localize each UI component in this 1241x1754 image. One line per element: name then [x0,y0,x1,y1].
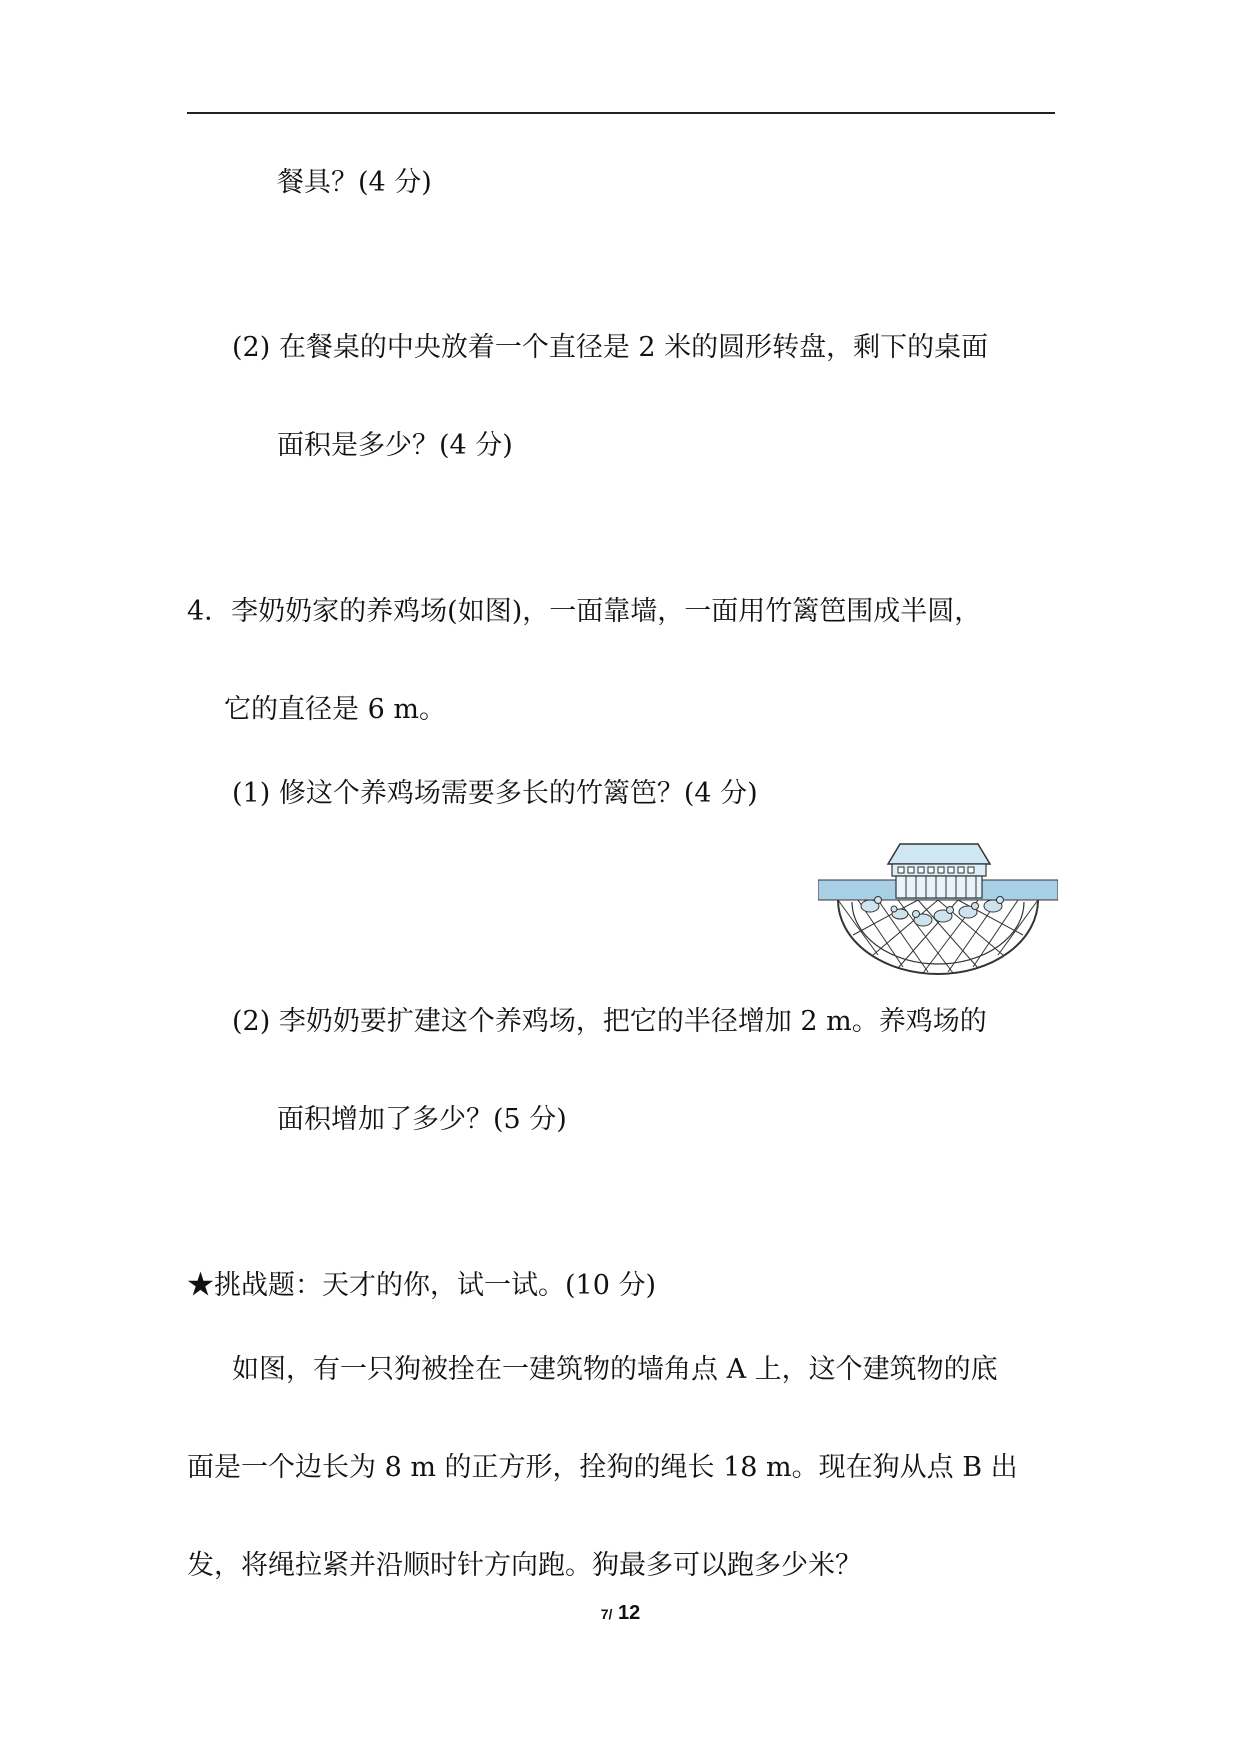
page-current: 7/ [600,1606,613,1622]
text-line-3: 面积是多少？(4 分) [277,430,513,461]
text-line-8: 面积增加了多少？(5 分) [277,1104,567,1135]
challenge-title: ★挑战题：天才的你，试一试。(10 分) [187,1270,657,1301]
challenge-text-1: 如图，有一只狗被拴在一建筑物的墙角点 A 上，这个建筑物的底 [232,1354,998,1385]
header-rule [187,112,1055,114]
page-number [0,1602,1241,1625]
question-3-2: (2) 在餐桌的中央放着一个直径是 2 米的圆形转盘，剩下的桌面 [232,332,989,363]
text-line-5: 它的直径是 6 m。 [224,694,446,725]
page-total: 12 [618,1602,641,1624]
question-4-2: (2) 李奶奶要扩建这个养鸡场，把它的半径增加 2 m。养鸡场的 [232,1006,987,1037]
challenge-text-2: 面是一个边长为 8 m 的正方形，拴狗的绳长 18 m。现在狗从点 B 出 [187,1452,1018,1483]
question-4: 4．李奶奶家的养鸡场(如图)，一面靠墙，一面用竹篱笆围成半圆， [187,596,982,627]
challenge-text-3: 发，将绳拉紧并沿顺时针方向跑。狗最多可以跑多少米？ [187,1550,862,1581]
text-line-1: 餐具？(4 分) [277,167,432,198]
question-4-1: (1) 修这个养鸡场需要多长的竹篱笆？(4 分) [232,778,758,809]
chicken-farm-illustration [818,840,1058,980]
